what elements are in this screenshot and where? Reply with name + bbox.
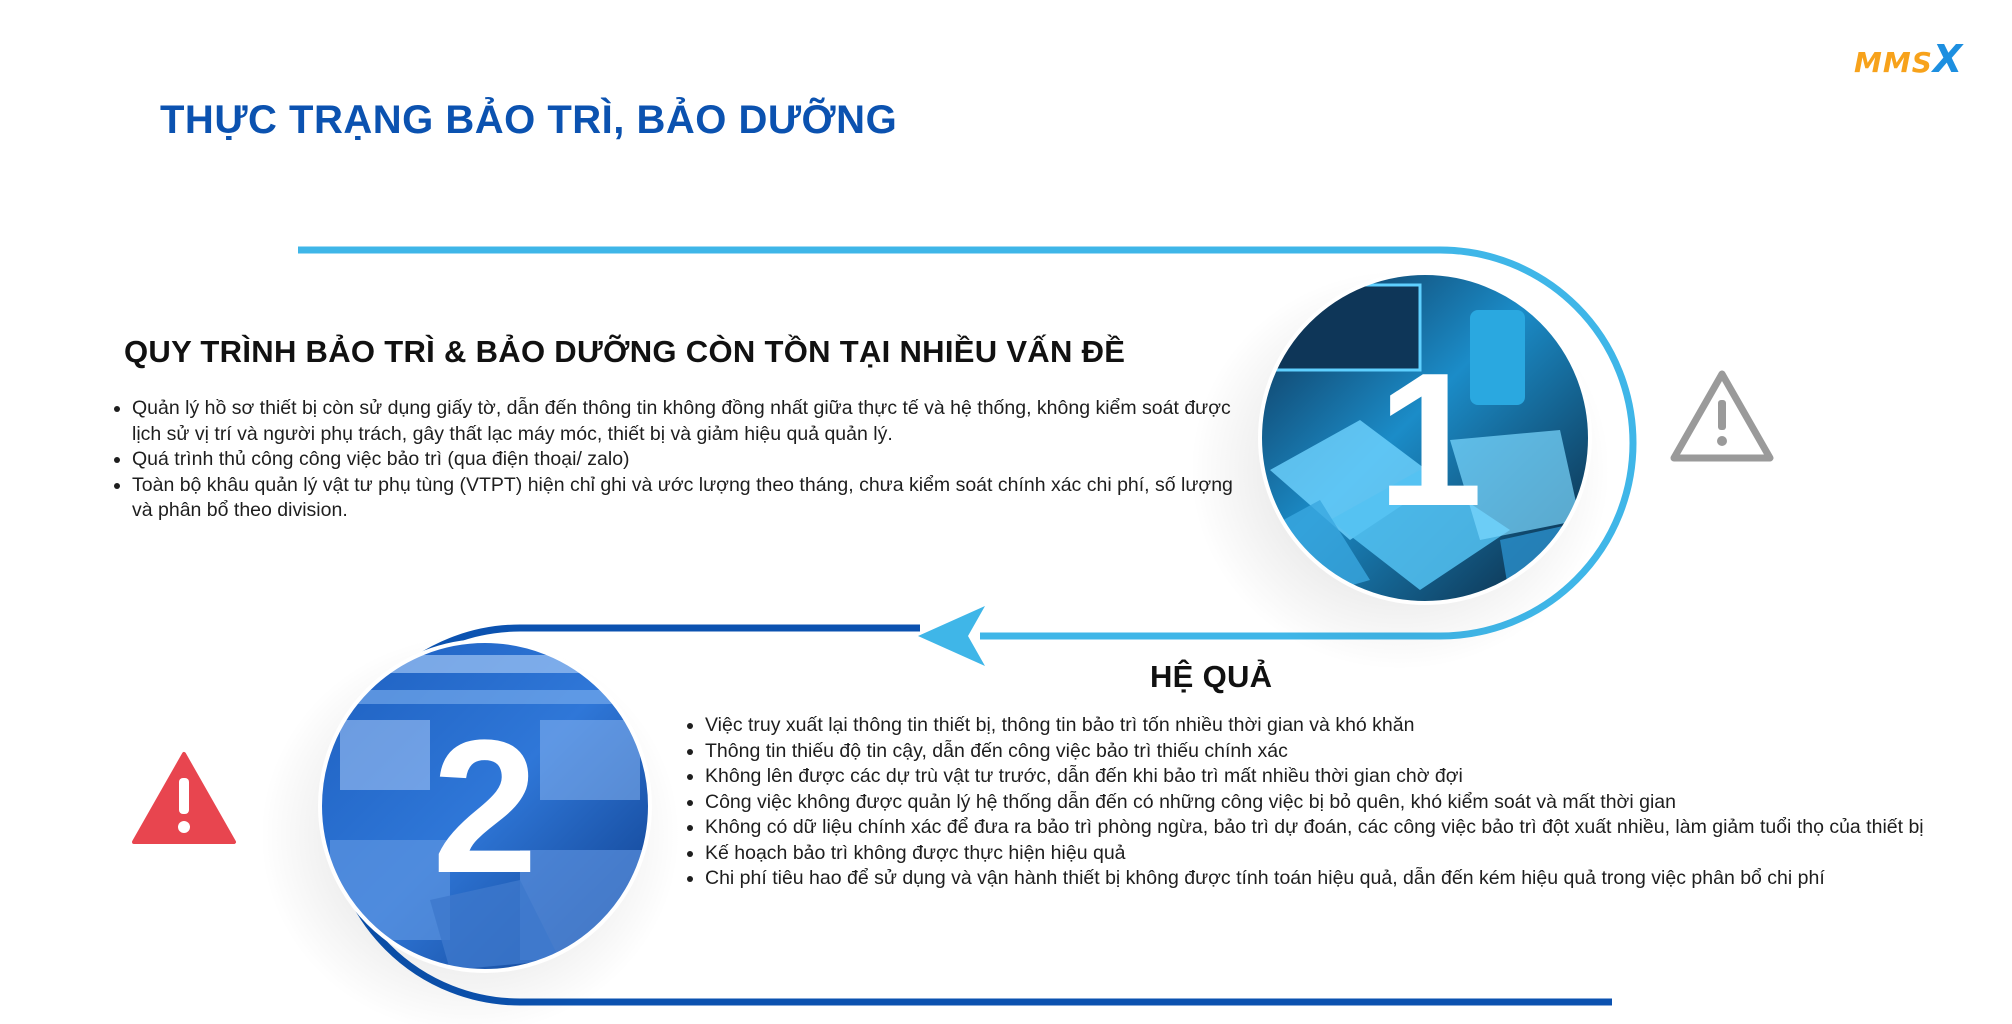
list-item: • Việc truy xuất lại thông tin thiết bị, thông tin bảo trì tốn nhiều thời gian và khó khăn [705,713,1937,739]
list-item: • Thông tin thiếu độ tin cậy, dẫn đến công việc bảo trì thiếu chính xác [705,739,1937,765]
list-item: • Quản lý hồ sơ thiết bị còn sử dụng giấy tờ, dẫn đến thông tin không đồng nhất giữa thực tế và hệ thống, không kiểm soát được lịch sử vị trí và người phụ trách, gây thất lạc máy móc, thiết bị và giảm hiệu quả quản lý. [132,396,1242,447]
section2-bullets [681,713,1937,892]
section-number-1: 1 [1377,334,1483,546]
warning-outline-icon [1668,368,1776,464]
section-number-2: 2 [432,701,538,913]
page-title: THỰC TRẠNG BẢO TRÌ, BẢO DƯỠNG [160,98,898,142]
warning-filled-icon [130,750,238,846]
list-item: • Công việc không được quản lý hệ thống dẫn đến có những công việc bị bỏ quên, khó kiểm soát và mất thời gian [705,790,1937,816]
list-item: • Chi phí tiêu hao để sử dụng và vận hành thiết bị không được tính toán hiệu quả, dẫn đến kém hiệu quả trong việc phân bổ chi phí [705,866,1937,892]
list-item: • Kế hoạch bảo trì không được thực hiện hiệu quả [705,841,1937,867]
section2-heading: HỆ QUẢ [1150,659,1273,694]
list-item: • Không lên được các dự trù vật tư trước, dẫn đến khi bảo trì mất nhiều thời gian chờ đợi [705,764,1937,790]
section1-heading: QUY TRÌNH BẢO TRÌ & BẢO DƯỠNG CÒN TỒN TẠI NHIỀU VẤN ĐỀ [124,334,1126,369]
flow-arrow-icon [918,606,985,666]
list-item: • Quá trình thủ công công việc bảo trì (qua điện thoại/ zalo) [132,447,1242,473]
logo-mark: X [1932,37,1964,81]
logo-text: MMS [1854,46,1933,79]
section1-bullets [108,396,1242,524]
list-item: • Toàn bộ khâu quản lý vật tư phụ tùng (VTPT) hiện chỉ ghi và ước lượng theo tháng, chưa kiểm soát chính xác chi phí, số lượng và phân bổ theo division. [132,473,1242,524]
list-item: • Không có dữ liệu chính xác để đưa ra bảo trì phòng ngừa, bảo trì dự đoán, các công việc bảo trì đột xuất nhiều, làm giảm tuổi thọ của thiết bị [705,815,1937,841]
